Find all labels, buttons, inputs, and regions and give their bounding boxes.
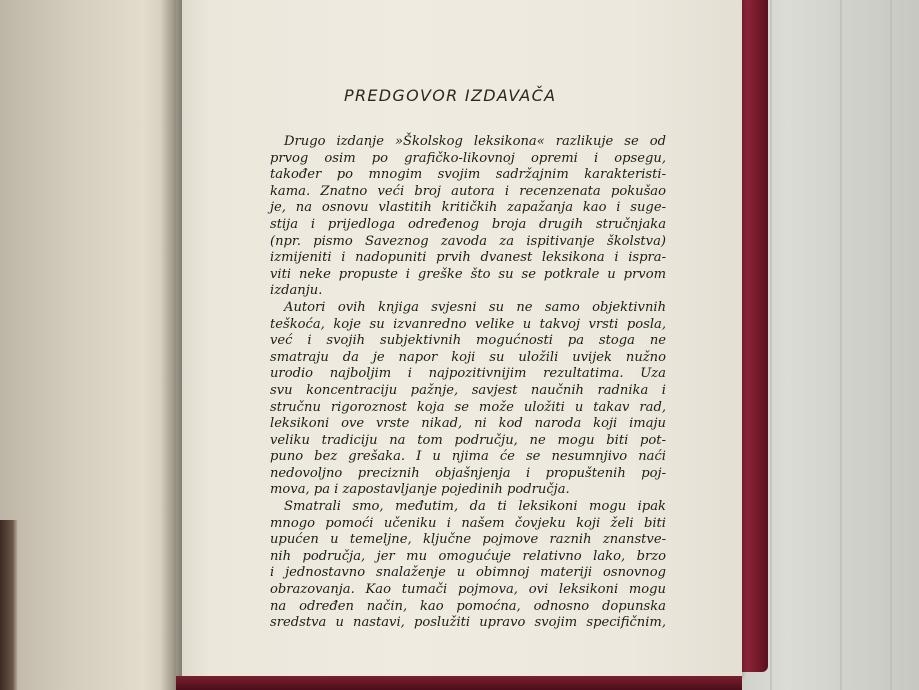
text-line: upućen u temeljne, ključne pojmove raznih znanstve- (270, 532, 666, 548)
wall-plank-seam (770, 0, 772, 690)
text-line: mova, pa i zapostavljanje pojedinih područja. (270, 482, 570, 498)
book-gutter-shadow (160, 0, 182, 690)
text-line: stija i prijedloga određenog broja drugih stručnjaka (270, 216, 666, 232)
text-line: izmijeniti i nadopuniti prvih dvanest leksikona i ispra- (270, 250, 666, 266)
text-line: također po mnogim svojim sadržajnim karakteristi- (270, 167, 666, 183)
cover-edge-bottom (176, 676, 742, 690)
text-line: teškoća, koje su izvanredno velike u takvoj vrsti posla, (270, 316, 666, 332)
text-line: nedovoljno preciznih objašnjenja i propuštenih poj- (270, 465, 666, 481)
text-line: svu koncentraciju pažnje, savjest naučnih radnika i (270, 382, 666, 398)
page-heading: PREDGOVOR IZDAVAČA (344, 86, 557, 105)
text-line: sredstva u nastavi, poslužiti upravo svojim specifičnim, (270, 615, 666, 631)
text-line: i jednostavno snalaženje u obimnoj materiji osnovnog (270, 565, 666, 581)
text-line: prvog osim po grafičko-likovnoj opremi i opsegu, (270, 150, 666, 166)
left-page (0, 0, 178, 690)
paragraph-1 (270, 134, 666, 300)
text-line: (npr. pismo Saveznog zavoda za ispitivanje školstva) (270, 233, 666, 249)
text-line: puno bez grešaka. I u njima će se nesumnjivo naći (270, 449, 666, 465)
wall-plank-seam (840, 0, 842, 690)
text-line: Smatrali smo, međutim, da ti leksikoni mogu ipak (284, 499, 666, 515)
paragraph-2 (270, 300, 666, 499)
text-line: Autori ovih knjiga svjesni su ne samo objektivnih (284, 299, 666, 315)
text-line: izdanju. (270, 283, 323, 299)
wall-plank-seam (890, 0, 892, 690)
text-line: na određen način, kao pomoćna, odnosno dopunska (270, 598, 666, 614)
text-line: stručnu rigoroznost koja se može uložiti u takav rad, (270, 399, 666, 415)
text-line: veliku tradiciju na tom području, ne mogu biti pot- (270, 432, 666, 448)
text-line: već i svojih subjektivnih mogućnosti pa stoga ne (270, 333, 666, 349)
text-line: leksikoni ove vrste nikad, ni kod naroda koji imaju (270, 416, 666, 432)
text-line: Drugo izdanje »Školskog leksikona« razlikuje se od (284, 134, 666, 149)
text-line: nih područja, jer mu omogućuje relativno lako, brzo (270, 548, 666, 564)
text-line: kama. Znatno veći broj autora i recenzenata pokušao (270, 183, 666, 199)
text-line: obrazovanja. Kao tumači pojmova, ovi leksikoni mogu (270, 582, 666, 598)
text-line: viti neke propuste i greške što su se potkrale u prvom (270, 266, 666, 282)
text-line: je, na osnovu vlastitih kritičkih zapažanja kao i suge- (270, 200, 666, 216)
left-page-shadow (0, 520, 18, 690)
text-line: smatraju da je napor koji su uložili uvijek nužno (270, 349, 666, 365)
preface-body (270, 134, 666, 632)
text-line: urodio najboljim i najpozitivnijim rezultatima. Uza (270, 366, 666, 382)
paragraph-3 (270, 499, 666, 632)
text-line: mnogo pomoći učeniku i našem čovjeku koji želi biti (270, 515, 666, 531)
